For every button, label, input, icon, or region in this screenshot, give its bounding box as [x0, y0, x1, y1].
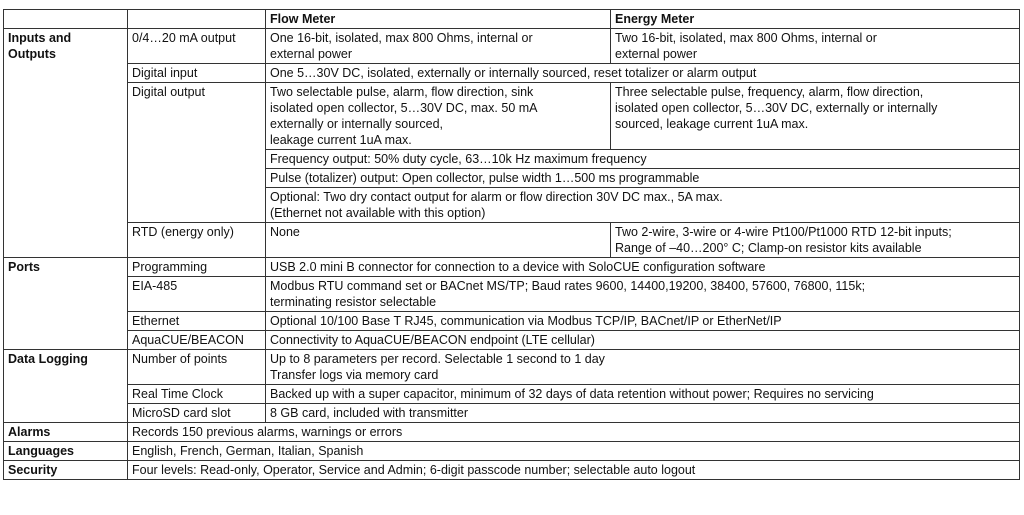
table-row [4, 404, 1020, 423]
analog-output-energy: Two 16-bit, isolated, max 800 Ohms, internal or external power [611, 29, 1020, 64]
ethernet-value: Optional 10/100 Base T RJ45, communication via Modbus TCP/IP, BACnet/IP or EtherNet/IP [266, 312, 1020, 331]
row-label-rtd: RTD (energy only) [128, 223, 266, 258]
real-time-clock-value: Backed up with a super capacitor, minimum of 32 days of data retention without power; Requires no servicing [266, 385, 1020, 404]
rtd-flow: None [266, 223, 611, 258]
row-label-programming: Programming [128, 258, 266, 277]
table-row [4, 385, 1020, 404]
row-label-number-of-points: Number of points [128, 350, 266, 385]
flow-meter-header: Flow Meter [266, 10, 611, 29]
table-row [4, 223, 1020, 258]
table-row [4, 331, 1020, 350]
row-label-analog-output: 0/4…20 mA output [128, 29, 266, 64]
pulse-output-value: Pulse (totalizer) output: Open collector, pulse width 1…500 ms programmable [266, 169, 1020, 188]
row-label-real-time-clock: Real Time Clock [128, 385, 266, 404]
table-row [4, 277, 1020, 312]
group-data-logging: Data Logging [4, 350, 128, 423]
digital-output-flow: Two selectable pulse, alarm, flow direction, sink isolated open collector, 5…30V DC, max. 50 mA externally or internally sourced, leakage current 1uA max. [266, 83, 611, 150]
table-row [4, 350, 1020, 385]
row-label-digital-output: Digital output [128, 83, 266, 223]
spec-table [3, 9, 1020, 480]
frequency-output-value: Frequency output: 50% duty cycle, 63…10k Hz maximum frequency [266, 150, 1020, 169]
header-row [4, 10, 1020, 29]
group-languages: Languages [4, 442, 128, 461]
analog-output-flow: One 16-bit, isolated, max 800 Ohms, internal or external power [266, 29, 611, 64]
table-row [4, 258, 1020, 277]
table-row [4, 442, 1020, 461]
table-row [4, 29, 1020, 64]
table-row [4, 312, 1020, 331]
rtd-energy: Two 2-wire, 3-wire or 4-wire Pt100/Pt1000 RTD 12-bit inputs; Range of –40…200° C; Clamp-on resistor kits available [611, 223, 1020, 258]
security-value: Four levels: Read-only, Operator, Service and Admin; 6-digit passcode number; selectable auto logout [128, 461, 1020, 480]
group-inputs-outputs: Inputs and Outputs [4, 29, 128, 258]
number-of-points-value: Up to 8 parameters per record. Selectable 1 second to 1 day Transfer logs via memory card [266, 350, 1020, 385]
table-row [4, 423, 1020, 442]
digital-output-energy: Three selectable pulse, frequency, alarm, flow direction, isolated open collector, 5…30V DC, externally or internally sourced, leakage current 1uA max. [611, 83, 1020, 150]
table-row [4, 64, 1020, 83]
row-label-aquacue: AquaCUE/BEACON [128, 331, 266, 350]
microsd-value: 8 GB card, included with transmitter [266, 404, 1020, 423]
optional-output-value: Optional: Two dry contact output for alarm or flow direction 30V DC max., 5A max. (Ethernet not available with this option) [266, 188, 1020, 223]
digital-input-value: One 5…30V DC, isolated, externally or internally sourced, reset totalizer or alarm output [266, 64, 1020, 83]
aquacue-value: Connectivity to AquaCUE/BEACON endpoint (LTE cellular) [266, 331, 1020, 350]
row-label-ethernet: Ethernet [128, 312, 266, 331]
group-alarms: Alarms [4, 423, 128, 442]
alarms-value: Records 150 previous alarms, warnings or errors [128, 423, 1020, 442]
row-label-digital-input: Digital input [128, 64, 266, 83]
energy-meter-header: Energy Meter [611, 10, 1020, 29]
eia-485-value: Modbus RTU command set or BACnet MS/TP; Baud rates 9600, 14400,19200, 38400, 57600, 76800, 115k; terminating resistor selectable [266, 277, 1020, 312]
row-label-eia-485: EIA-485 [128, 277, 266, 312]
programming-value: USB 2.0 mini B connector for connection to a device with SoloCUE configuration software [266, 258, 1020, 277]
table-row [4, 83, 1020, 150]
group-ports: Ports [4, 258, 128, 350]
blank-corner [128, 10, 266, 29]
blank-corner [4, 10, 128, 29]
row-label-microsd: MicroSD card slot [128, 404, 266, 423]
group-security: Security [4, 461, 128, 480]
table-row [4, 461, 1020, 480]
languages-value: English, French, German, Italian, Spanish [128, 442, 1020, 461]
